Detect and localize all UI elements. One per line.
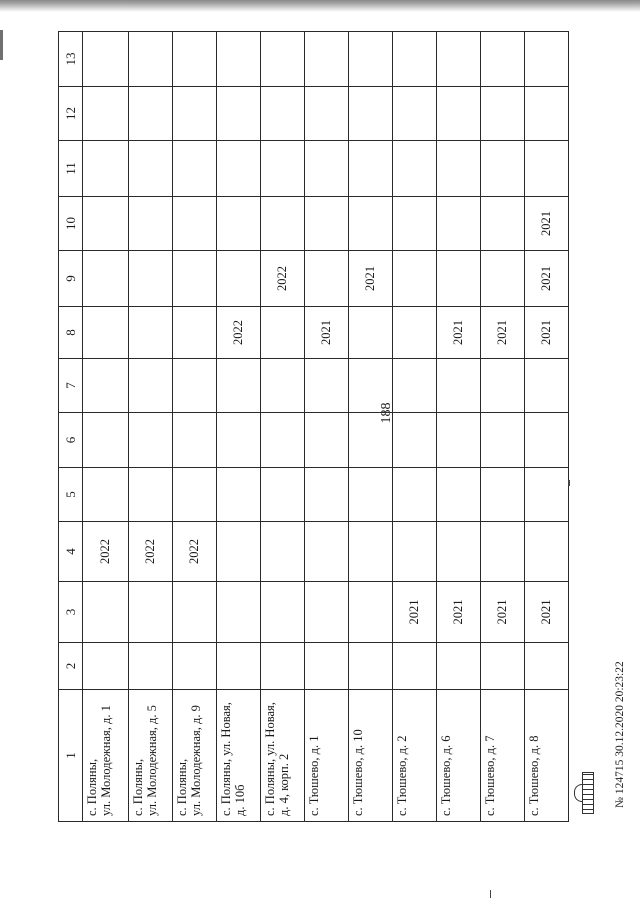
table-row <box>129 32 173 822</box>
header-cell: 6 <box>59 413 83 468</box>
address-line: д. 10б <box>233 784 247 816</box>
header-cell: 3 <box>59 582 83 643</box>
year-cell: 2022 <box>83 522 129 582</box>
year-cell <box>437 413 481 468</box>
header-cell: 7 <box>59 359 83 413</box>
table-row <box>261 32 305 822</box>
year-cell <box>261 87 305 141</box>
year-cell <box>261 413 305 468</box>
year-cell <box>349 32 393 87</box>
year-cell <box>173 251 217 307</box>
address-cell <box>305 690 349 822</box>
year-cell: 2021 <box>437 307 481 359</box>
year-cell <box>83 307 129 359</box>
year-cell <box>437 359 481 413</box>
year-cell <box>305 468 349 522</box>
address-cell <box>261 690 305 822</box>
year-cell <box>129 413 173 468</box>
year-cell <box>393 643 437 690</box>
year-cell <box>481 468 525 522</box>
year-cell <box>349 87 393 141</box>
year-cell <box>393 522 437 582</box>
year-cell <box>349 141 393 197</box>
year-cell <box>393 307 437 359</box>
year-cell <box>83 359 129 413</box>
year-cell: 2021 <box>525 307 569 359</box>
year-cell: 2021 <box>481 582 525 643</box>
year-cell <box>261 643 305 690</box>
year-cell <box>83 413 129 468</box>
year-cell <box>393 87 437 141</box>
table-row <box>83 32 129 822</box>
address-line: ул. Молодежная, д. 9 <box>189 705 203 816</box>
year-cell <box>261 32 305 87</box>
year-cell <box>83 141 129 197</box>
header-cell: 5 <box>59 468 83 522</box>
address-line: с. Тюшево, д. 8 <box>527 735 541 816</box>
year-cell <box>349 307 393 359</box>
year-cell <box>305 87 349 141</box>
table-rotated-wrapper <box>58 32 558 822</box>
table-row <box>437 32 481 822</box>
year-cell <box>437 643 481 690</box>
address-cell <box>393 690 437 822</box>
scan-shadow-left <box>0 30 3 60</box>
year-cell <box>261 359 305 413</box>
table-row <box>393 32 437 822</box>
year-cell <box>525 643 569 690</box>
year-cell <box>349 413 393 468</box>
year-cell <box>217 32 261 87</box>
year-cell <box>525 141 569 197</box>
page-number: 188 <box>379 402 394 424</box>
year-cell <box>83 251 129 307</box>
address-line: с. Тюшево, д. 6 <box>439 735 453 816</box>
year-cell <box>481 32 525 87</box>
year-cell <box>83 643 129 690</box>
year-cell <box>481 643 525 690</box>
header-cell: 1 <box>59 690 83 822</box>
address-line: с. Тюшево, д. 7 <box>483 735 497 816</box>
year-cell <box>129 643 173 690</box>
table-row <box>481 32 525 822</box>
year-cell <box>305 359 349 413</box>
year-cell <box>481 197 525 251</box>
year-cell <box>217 141 261 197</box>
year-cell <box>525 522 569 582</box>
year-cell <box>173 197 217 251</box>
year-cell <box>305 32 349 87</box>
year-cell <box>481 141 525 197</box>
year-cell <box>393 468 437 522</box>
year-cell <box>129 87 173 141</box>
address-line: с. Тюшево, д. 10 <box>351 729 365 816</box>
address-line: с. Поляны, <box>175 758 189 816</box>
scan-mark <box>568 480 570 486</box>
year-cell <box>129 197 173 251</box>
year-cell <box>525 413 569 468</box>
year-cell <box>217 643 261 690</box>
year-cell <box>173 87 217 141</box>
address-cell <box>481 690 525 822</box>
year-cell <box>173 468 217 522</box>
year-cell: 2022 <box>173 522 217 582</box>
year-cell <box>437 251 481 307</box>
address-cell <box>525 690 569 822</box>
year-cell <box>349 522 393 582</box>
header-row <box>59 32 83 822</box>
year-cell: 2021 <box>393 582 437 643</box>
year-cell <box>173 141 217 197</box>
document-registration-line: № 124715 30.12.2020 20:23:22 <box>614 661 626 808</box>
header-cell: 2 <box>59 643 83 690</box>
year-cell <box>393 251 437 307</box>
year-cell <box>393 141 437 197</box>
year-cell <box>83 468 129 522</box>
year-cell: 2021 <box>481 307 525 359</box>
year-cell <box>129 141 173 197</box>
year-cell: 2021 <box>525 197 569 251</box>
year-cell <box>129 307 173 359</box>
year-cell <box>173 643 217 690</box>
year-cell <box>261 197 305 251</box>
year-cell <box>173 359 217 413</box>
year-cell <box>349 643 393 690</box>
year-cell <box>129 582 173 643</box>
year-cell <box>393 413 437 468</box>
year-cell: 2021 <box>305 307 349 359</box>
year-cell <box>481 413 525 468</box>
address-line: ул. Молодежная, д. 5 <box>145 705 159 816</box>
year-cell <box>525 87 569 141</box>
year-cell: 2022 <box>217 307 261 359</box>
address-cell <box>173 690 217 822</box>
address-line: с. Поляны, ул. Новая, <box>219 702 233 816</box>
year-cell <box>525 359 569 413</box>
year-cell <box>481 87 525 141</box>
year-cell <box>129 359 173 413</box>
year-cell <box>261 468 305 522</box>
year-cell <box>261 522 305 582</box>
address-line: д. 4, корп. 2 <box>277 753 291 816</box>
year-cell <box>217 468 261 522</box>
data-table <box>58 31 569 822</box>
address-line: с. Поляны, <box>131 758 145 816</box>
address-cell <box>129 690 173 822</box>
year-cell <box>173 582 217 643</box>
header-cell: 8 <box>59 307 83 359</box>
document-stamp <box>574 770 600 816</box>
year-cell <box>305 251 349 307</box>
year-cell <box>437 141 481 197</box>
year-cell: 2021 <box>525 251 569 307</box>
year-cell <box>349 582 393 643</box>
year-cell <box>217 251 261 307</box>
year-cell <box>305 582 349 643</box>
year-cell <box>393 32 437 87</box>
year-cell <box>437 87 481 141</box>
table-row <box>217 32 261 822</box>
header-cell: 10 <box>59 197 83 251</box>
year-cell <box>305 643 349 690</box>
year-cell <box>393 359 437 413</box>
table-row <box>305 32 349 822</box>
year-cell: 2021 <box>525 582 569 643</box>
year-cell <box>349 468 393 522</box>
table-row <box>173 32 217 822</box>
year-cell <box>217 413 261 468</box>
address-line: ул. Молодежная, д. 1 <box>99 705 113 816</box>
address-line: с. Тюшево, д. 2 <box>395 735 409 816</box>
year-cell <box>525 32 569 87</box>
year-cell <box>129 468 173 522</box>
year-cell <box>83 32 129 87</box>
year-cell <box>129 32 173 87</box>
year-cell <box>217 197 261 251</box>
year-cell <box>217 87 261 141</box>
year-cell <box>349 359 393 413</box>
table-body <box>83 32 569 822</box>
year-cell <box>393 197 437 251</box>
header-cell: 12 <box>59 87 83 141</box>
year-cell <box>349 197 393 251</box>
year-cell: 2021 <box>437 582 481 643</box>
year-cell: 2022 <box>261 251 305 307</box>
year-cell <box>525 468 569 522</box>
header-cell: 13 <box>59 32 83 87</box>
year-cell <box>261 141 305 197</box>
address-line: с. Поляны, ул. Новая, <box>263 702 277 816</box>
address-cell <box>437 690 481 822</box>
header-cell: 4 <box>59 522 83 582</box>
address-line: с. Поляны, <box>85 758 99 816</box>
scan-mark <box>490 890 491 898</box>
year-cell <box>305 522 349 582</box>
year-cell <box>217 522 261 582</box>
year-cell <box>83 582 129 643</box>
year-cell <box>217 582 261 643</box>
address-cell <box>349 690 393 822</box>
year-cell: 2021 <box>349 251 393 307</box>
year-cell: 2022 <box>129 522 173 582</box>
year-cell <box>217 359 261 413</box>
table-row <box>349 32 393 822</box>
year-cell <box>173 413 217 468</box>
year-cell <box>437 32 481 87</box>
year-cell <box>261 307 305 359</box>
year-cell <box>83 87 129 141</box>
year-cell <box>83 197 129 251</box>
year-cell <box>261 582 305 643</box>
address-line: с. Тюшево, д. 1 <box>307 735 321 816</box>
year-cell <box>305 141 349 197</box>
year-cell <box>305 413 349 468</box>
year-cell <box>481 359 525 413</box>
year-cell <box>481 522 525 582</box>
year-cell <box>305 197 349 251</box>
table-row <box>525 32 569 822</box>
scan-shadow-top <box>0 0 640 14</box>
year-cell <box>481 251 525 307</box>
year-cell <box>129 251 173 307</box>
year-cell <box>437 197 481 251</box>
year-cell <box>173 32 217 87</box>
address-cell <box>83 690 129 822</box>
header-cell: 9 <box>59 251 83 307</box>
header-cell: 11 <box>59 141 83 197</box>
year-cell <box>437 468 481 522</box>
address-cell <box>217 690 261 822</box>
year-cell <box>437 522 481 582</box>
year-cell <box>173 307 217 359</box>
